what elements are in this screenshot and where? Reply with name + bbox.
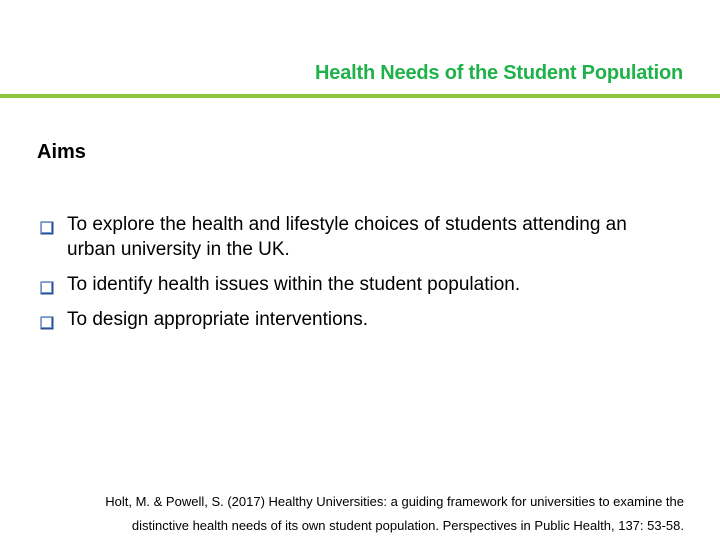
- reference-line: Holt, M. & Powell, S. (2017) Healthy Universities: a guiding framework for universities to examine the: [105, 494, 684, 509]
- aims-heading: Aims: [37, 141, 86, 163]
- aim-item: [40, 307, 640, 332]
- aim-text: To design appropriate interventions.: [67, 309, 369, 330]
- hollow-square-bullet-icon: [40, 312, 54, 326]
- hollow-square-bullet-icon: [40, 217, 54, 231]
- aim-text: To identify health issues within the student population.: [67, 274, 521, 295]
- aims-list: [40, 212, 640, 342]
- title-divider: [0, 94, 720, 98]
- reference-line: distinctive health needs of its own student population. Perspectives in Public Health, 137: 53-58.: [131, 518, 684, 533]
- hollow-square-bullet-icon: [40, 277, 54, 291]
- reference-citation: [34, 490, 684, 538]
- slide-title: Health Needs of the Student Population: [315, 62, 683, 84]
- aim-item: [40, 212, 640, 262]
- aim-text: To explore the health and lifestyle choices of students attending an urban university in the UK.: [67, 214, 627, 260]
- aim-item: [40, 272, 640, 297]
